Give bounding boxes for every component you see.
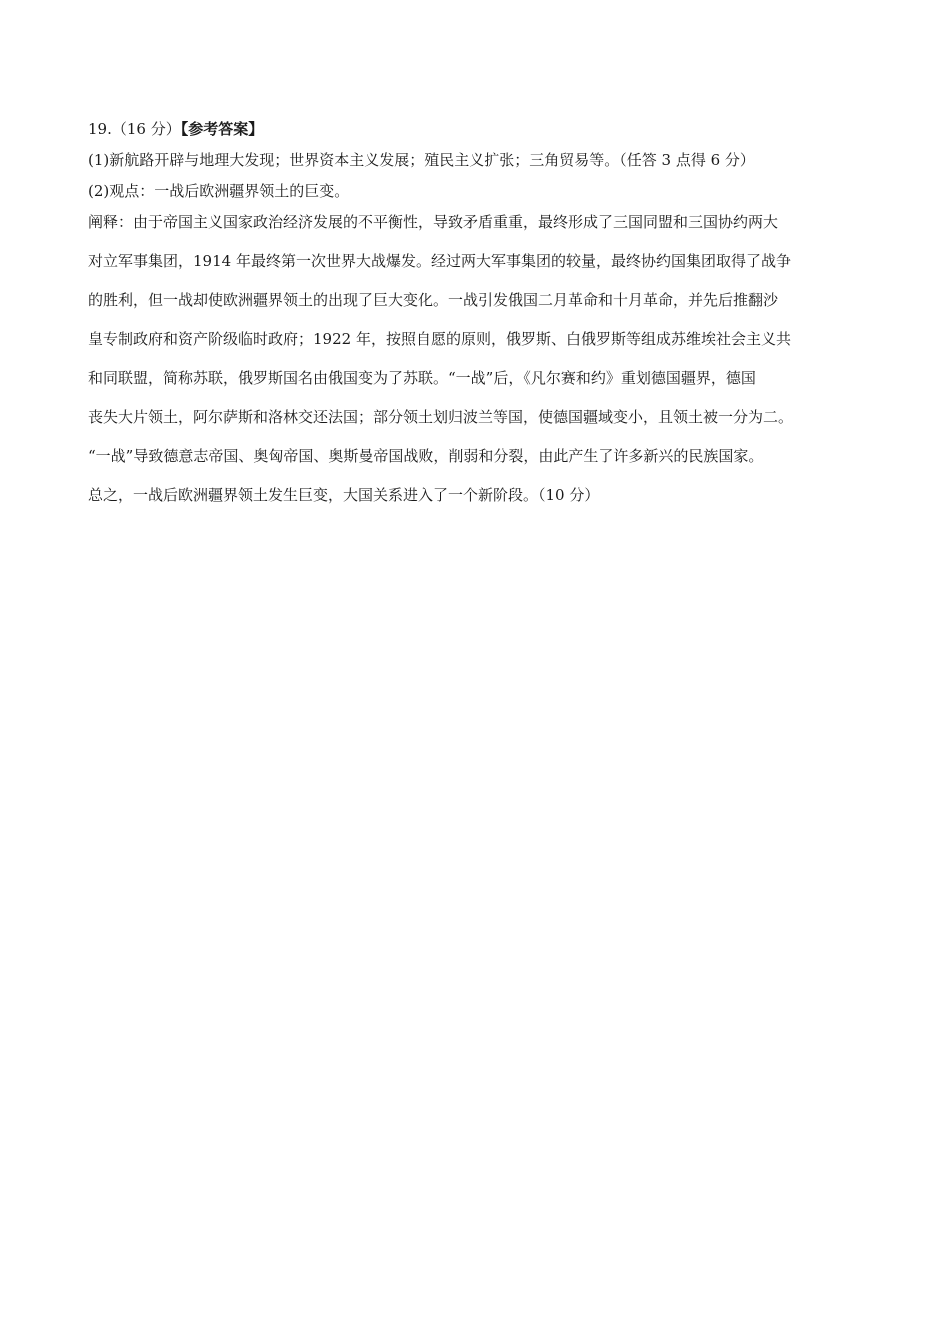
answer-tag: 【参考答案】	[180, 120, 264, 138]
question-score: （16 分）	[111, 120, 181, 138]
explanation-line: 和同联盟，简称苏联，俄罗斯国名由俄国变为了苏联。“一战”后，《凡尔赛和约》重划德国疆界，德国	[88, 369, 756, 387]
explanation-line: 丧失大片领土，阿尔萨斯和洛林交还法国；部分领土划归波兰等国，使德国疆域变小，且领土被一分为二。	[88, 408, 794, 426]
explanation-line: 的胜利，但一战却使欧洲疆界领土的出现了巨大变化。一战引发俄国二月革命和十月革命，并先后推翻沙	[88, 291, 779, 309]
explanation-line: 皇专制政府和资产阶级临时政府；1922 年，按照自愿的原则，俄罗斯、白俄罗斯等组成苏维埃社会主义共	[88, 330, 791, 348]
explanation-line: “一战”导致德意志帝国、奥匈帝国、奥斯曼帝国战败，削弱和分裂，由此产生了许多新兴的民族国家。	[88, 447, 764, 465]
answer-part-1: (1)新航路开辟与地理大发现；世界资本主义发展；殖民主义扩张；三角贸易等。（任答 3 点得 6 分）	[88, 151, 755, 169]
answer-part-2: (2)观点：一战后欧洲疆界领土的巨变。	[88, 182, 350, 200]
question-header	[88, 116, 878, 142]
explanation-line: 对立军事集团，1914 年最终第一次世界大战爆发。经过两大军事集团的较量，最终协约国集团取得了战争	[88, 252, 791, 270]
answer-content	[88, 116, 878, 508]
question-number: 19.	[88, 120, 112, 138]
explanation-line: 阐释：由于帝国主义国家政治经济发展的不平衡性，导致矛盾重重，最终形成了三国同盟和三国协约两大	[88, 213, 779, 231]
explanation-paragraph	[88, 209, 878, 508]
explanation-line: 总之，一战后欧洲疆界领土发生巨变，大国关系进入了一个新阶段。（10 分）	[88, 486, 600, 504]
